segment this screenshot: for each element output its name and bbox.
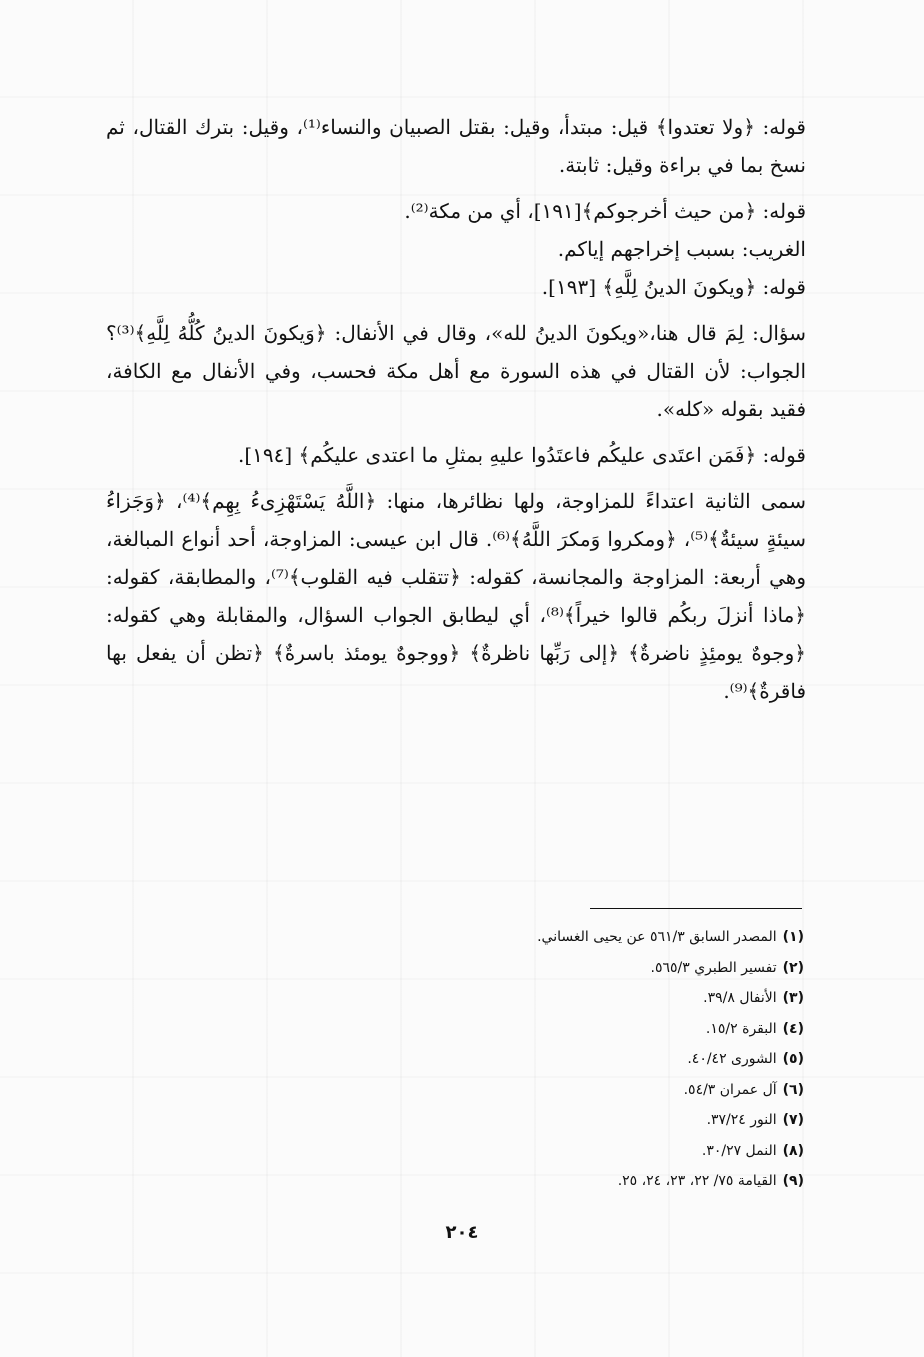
footnote-item <box>400 1014 804 1045</box>
footnote-item <box>400 1075 804 1106</box>
paragraph-wa-yakuna-ad-din: قوله: ﴿ويكونَ الدينُ لِلَّهِ﴾ [١٩٣]. <box>541 275 806 299</box>
footnote-item <box>400 1136 804 1167</box>
footnote-number: (٩) <box>782 1173 804 1189</box>
footnote-item <box>400 1166 804 1197</box>
footnote-text: تفسير الطبري ٥٦٥/٣. <box>650 959 777 976</box>
paragraph-muzawaja: سمى الثانية اعتداءً للمزاوجة، ولها نظائرها، منها: ﴿اللَّهُ يَسْتَهْزِىءُ بِهِم﴾⁽⁴⁾، ﴿وَجَزاءُ سيئةٍ سيئةٌ﴾⁽⁵⁾، ﴿ومكروا وَمكرَ اللَّهُ﴾⁽⁶⁾. قال ابن عيسى: المزاوجة، أحد أنواع المبالغة، وهي أربعة: المزاوجة والمجانسة، كقوله: ﴿تتقلب فيه القلوب﴾⁽⁷⁾، والمطابقة، كقوله: ﴿ماذا أنزلَ ربكُم قالوا خيراً﴾⁽⁸⁾، أي ليطابق الجواب السؤال، والمقابلة وهي كقوله: ﴿وجوهٌ يومئِذٍ ناضرةٌ﴾ ﴿إلى رَبِّها ناظرةٌ﴾ ﴿ووجوهٌ يومئذ باسرةٌ﴾ ﴿تظن أن يفعل بها فاقرةٌ﴾⁽⁹⁾. <box>106 489 807 703</box>
footnote-text: النمل ٣٠/٢٧. <box>701 1142 777 1159</box>
footnote-number: (٨) <box>782 1142 804 1159</box>
paragraph-min-haythu: قوله: ﴿من حيث أخرجوكم﴾[١٩١]، أي من مكة⁽²⁾. <box>404 199 806 223</box>
page-number: ٢٠٤ <box>445 1222 479 1243</box>
paragraph-wala-taatadu: قوله: ﴿ولا تعتدوا﴾ قيل: مبتدأ، وقيل: بقتل الصبيان والنساء⁽¹⁾، وقيل: بترك القتال، ثم نسخ بما في براءة وقيل: ثابتة. <box>106 115 806 177</box>
footnote-number: (٥) <box>782 1051 804 1067</box>
footnote-number: (٤) <box>782 1020 804 1037</box>
footnotes <box>400 922 804 1197</box>
footnote-text: الأنفال ٣٩/٨. <box>703 990 777 1006</box>
footnote-separator <box>590 908 802 909</box>
paragraph-question-anfal: سؤال: لِمَ قال هنا،«ويكونَ الدينُ لله»، وقال في الأنفال: ﴿وَيكونَ الدينُ كُلُّهُ لِلَّهِ﴾⁽³⁾؟ الجواب: لأن القتال في هذه السورة مع أهل مكة فحسب، وفي الأنفال مع الكافة، فقيد بقوله «كله». <box>106 321 806 421</box>
footnote-text: النور ٣٧/٢٤. <box>706 1112 777 1128</box>
footnote-item <box>400 953 804 984</box>
footnote-number: (٢) <box>782 959 804 976</box>
paragraph-fa-man-itada: قوله: ﴿فَمَن اعتَدى عليكُم فاعتَدُوا عليهِ بمثلِ ما اعتدى عليكُم﴾ [١٩٤]. <box>237 443 806 467</box>
footnote-text: المصدر السابق ٥٦١/٣ عن يحيى الغساني. <box>537 929 777 945</box>
footnote-text: الشورى ٤٠/٤٢. <box>687 1051 777 1067</box>
footnote-number: (٦) <box>782 1081 804 1098</box>
footnote-number: (٣) <box>782 990 804 1006</box>
footnote-text: البقرة ١٥/٢. <box>705 1020 777 1037</box>
main-text <box>106 108 806 710</box>
footnote-number: (١) <box>782 929 804 945</box>
footnote-item <box>400 1105 804 1136</box>
footnote-text: القيامة ٧٥/ ٢٢، ٢٣، ٢٤، ٢٥. <box>617 1173 777 1189</box>
footnote-item <box>400 983 804 1014</box>
footnote-item <box>400 922 804 953</box>
footnote-number: (٧) <box>782 1112 804 1128</box>
footnote-item <box>400 1044 804 1075</box>
footnote-text: آل عمران ٥٤/٣. <box>683 1081 777 1098</box>
paragraph-gharib: الغريب: بسبب إخراجهم إياكم. <box>557 237 806 261</box>
